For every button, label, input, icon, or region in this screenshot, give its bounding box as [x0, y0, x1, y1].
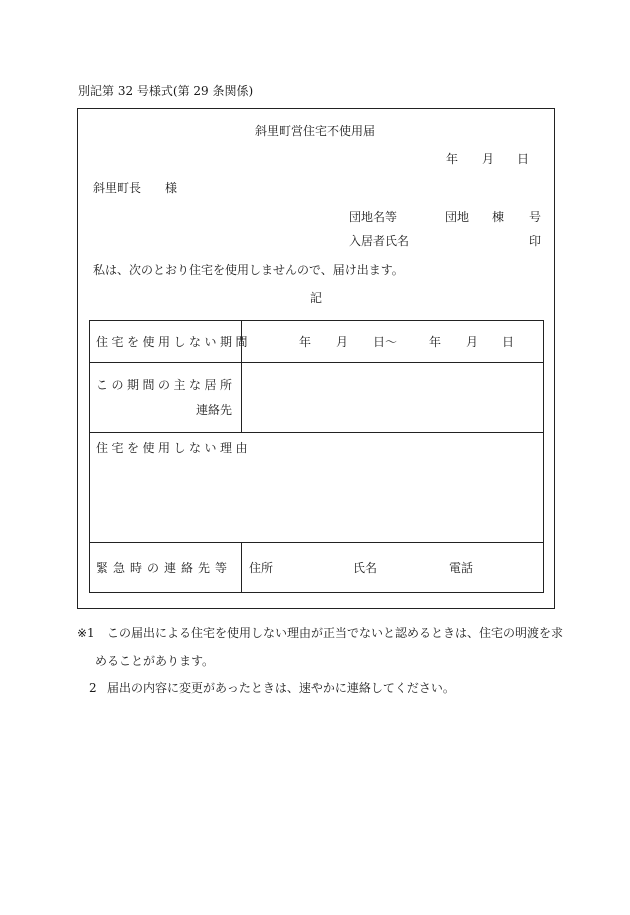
emergency-address-label: 住所 — [249, 561, 274, 575]
seal-mark: 印 — [529, 234, 542, 248]
period-row — [90, 321, 544, 363]
date-day-label: 日 — [517, 152, 530, 166]
contact-label: 連絡先 — [195, 403, 232, 417]
note1-line2: めることがあります。 — [95, 654, 215, 668]
period-to-day: 日 — [502, 335, 515, 349]
room-unit-label: 号 — [529, 210, 542, 224]
period-to-year: 年 — [429, 335, 442, 349]
note2-mark: 2 — [89, 681, 97, 695]
form-number-label: 別記第 32 号様式(第 29 条関係) — [78, 84, 254, 98]
complex-label: 団地名等 — [349, 210, 398, 224]
residence-label-cell — [90, 363, 242, 433]
emergency-row — [90, 543, 544, 593]
residence-value-cell — [242, 363, 544, 433]
emergency-label-cell — [90, 543, 242, 593]
emergency-phone-label: 電話 — [449, 561, 474, 575]
period-value-cell — [242, 321, 544, 363]
reason-row — [90, 433, 544, 543]
period-label-cell — [90, 321, 252, 363]
reason-cell — [90, 433, 544, 543]
reason-label: 住宅を使用しない理由 — [96, 441, 252, 455]
period-from-month: 月 — [336, 335, 349, 349]
period-from-year: 年 — [299, 335, 312, 349]
period-to-month: 月 — [466, 335, 479, 349]
building-unit-label: 棟 — [492, 210, 505, 224]
addressee-honorific: 様 — [165, 181, 178, 195]
period-label: 住宅を使用しない期間 — [96, 335, 252, 349]
note2-text: 届出の内容に変更があったときは、速やかに連絡してください。 — [107, 681, 455, 695]
addressee-name: 斜里町長 — [93, 181, 142, 195]
resident-name-label: 入居者氏名 — [349, 234, 410, 248]
ki-heading: 記 — [310, 291, 323, 305]
details-table — [89, 320, 544, 593]
period-from-day: 日～ — [373, 335, 398, 349]
emergency-name-label: 氏名 — [353, 561, 378, 575]
note1-line1: この届出による住宅を使用しない理由が正当でないと認めるときは、住宅の明渡を求 — [107, 626, 564, 640]
date-month-label: 月 — [482, 152, 495, 166]
residence-row — [90, 363, 544, 433]
complex-unit-label: 団地 — [445, 210, 470, 224]
date-year-label: 年 — [446, 152, 459, 166]
residence-label: この期間の主な居所 — [96, 378, 236, 392]
emergency-label: 緊急時の連絡先等 — [96, 561, 233, 575]
form-title: 斜里町営住宅不使用届 — [254, 124, 375, 138]
emergency-value-cell — [242, 543, 544, 593]
statement-text: 私は、次のとおり住宅を使用しませんので、届け出ます。 — [93, 263, 404, 277]
note1-mark: ※1 — [77, 626, 95, 640]
